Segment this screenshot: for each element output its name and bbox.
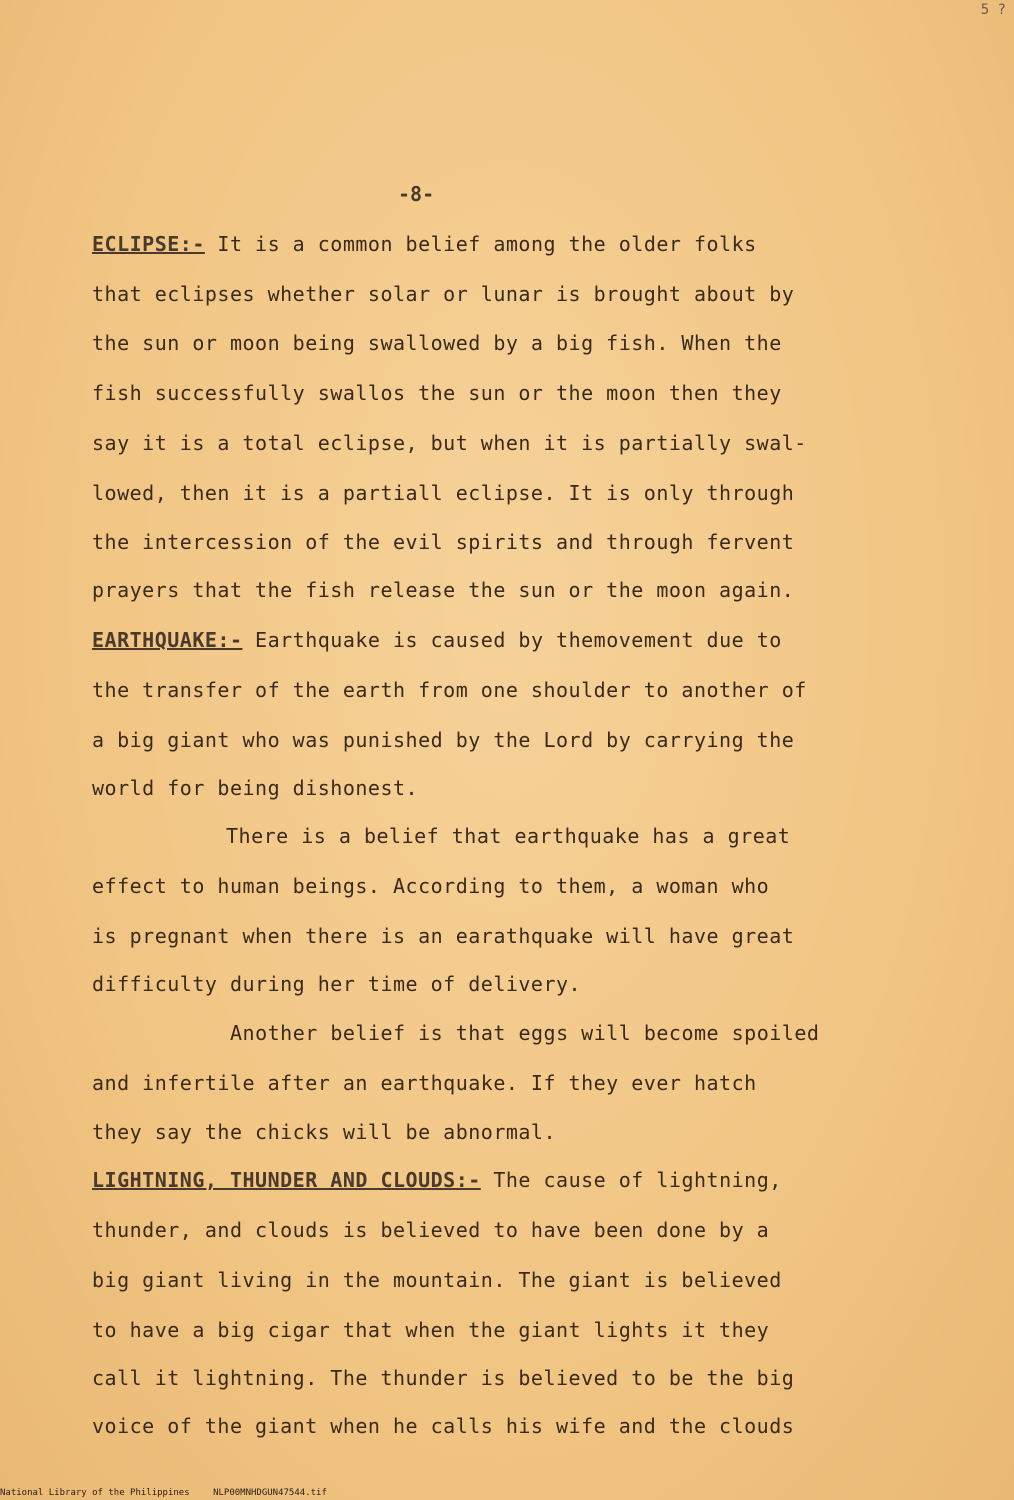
earthquake-line-9: Another belief is that eggs will become spoiled — [230, 1021, 820, 1045]
eclipse-line-3: the sun or moon being swallowed by a big fish. When the — [92, 331, 782, 355]
lightning-heading: LIGHTNING, THUNDER AND CLOUDS:- — [92, 1168, 481, 1192]
earthquake-line-7: is pregnant when there is an earathquake will have great — [92, 924, 795, 948]
footer-file: NLP00MNHDGUN47544.tif — [213, 1488, 327, 1498]
earthquake-line-3: a big giant who was punished by the Lord by carrying the — [92, 728, 795, 752]
earthquake-line-5: There is a belief that earthquake has a great — [226, 824, 791, 848]
lightning-line-3: big giant living in the mountain. The giant is believed — [92, 1268, 782, 1292]
earthquake-line-6: effect to human beings. According to them, a woman who — [92, 874, 770, 898]
lightning-line-5: call it lightning. The thunder is believed to be the big — [92, 1366, 795, 1390]
lightning-line-6: voice of the giant when he calls his wife and the clouds — [92, 1414, 795, 1438]
lightning-line-2: thunder, and clouds is believed to have been done by a — [92, 1218, 770, 1242]
corner-mark: 5 ? — [980, 2, 1006, 18]
earthquake-line-11: they say the chicks will be abnormal. — [92, 1120, 557, 1144]
footer-library: National Library of the Philippines — [0, 1488, 190, 1498]
earthquake-line-4: world for being dishonest. — [92, 776, 419, 800]
earthquake-line-10: and infertile after an earthquake. If they ever hatch — [92, 1071, 757, 1095]
eclipse-line-7: the intercession of the evil spirits and through fervent — [92, 530, 795, 554]
eclipse-line-6: lowed, then it is a partiall eclipse. It is only through — [92, 481, 795, 505]
earthquake-text: Earthquake is caused by themovement due to — [255, 628, 782, 652]
scan-footer — [0, 1488, 345, 1498]
eclipse-line-2: that eclipses whether solar or lunar is brought about by — [92, 282, 795, 306]
earthquake-heading: EARTHQUAKE:- — [92, 628, 243, 652]
eclipse-line-5: say it is a total eclipse, but when it is partially swal- — [92, 431, 807, 455]
eclipse-line-1 — [92, 232, 757, 256]
eclipse-text: It is a common belief among the older folks — [217, 232, 757, 256]
earthquake-line-2: the transfer of the earth from one shoulder to another of — [92, 678, 807, 702]
eclipse-heading: ECLIPSE:- — [92, 232, 205, 256]
earthquake-line-1 — [92, 628, 782, 652]
page-number: -8- — [398, 182, 435, 206]
eclipse-line-4: fish successfully swallos the sun or the moon then they — [92, 381, 782, 405]
lightning-text: The cause of lightning, — [493, 1168, 782, 1192]
earthquake-line-8: difficulty during her time of delivery. — [92, 972, 582, 996]
lightning-line-4: to have a big cigar that when the giant lights it they — [92, 1318, 770, 1342]
lightning-line-1 — [92, 1168, 782, 1192]
eclipse-line-8: prayers that the fish release the sun or the moon again. — [92, 578, 795, 602]
